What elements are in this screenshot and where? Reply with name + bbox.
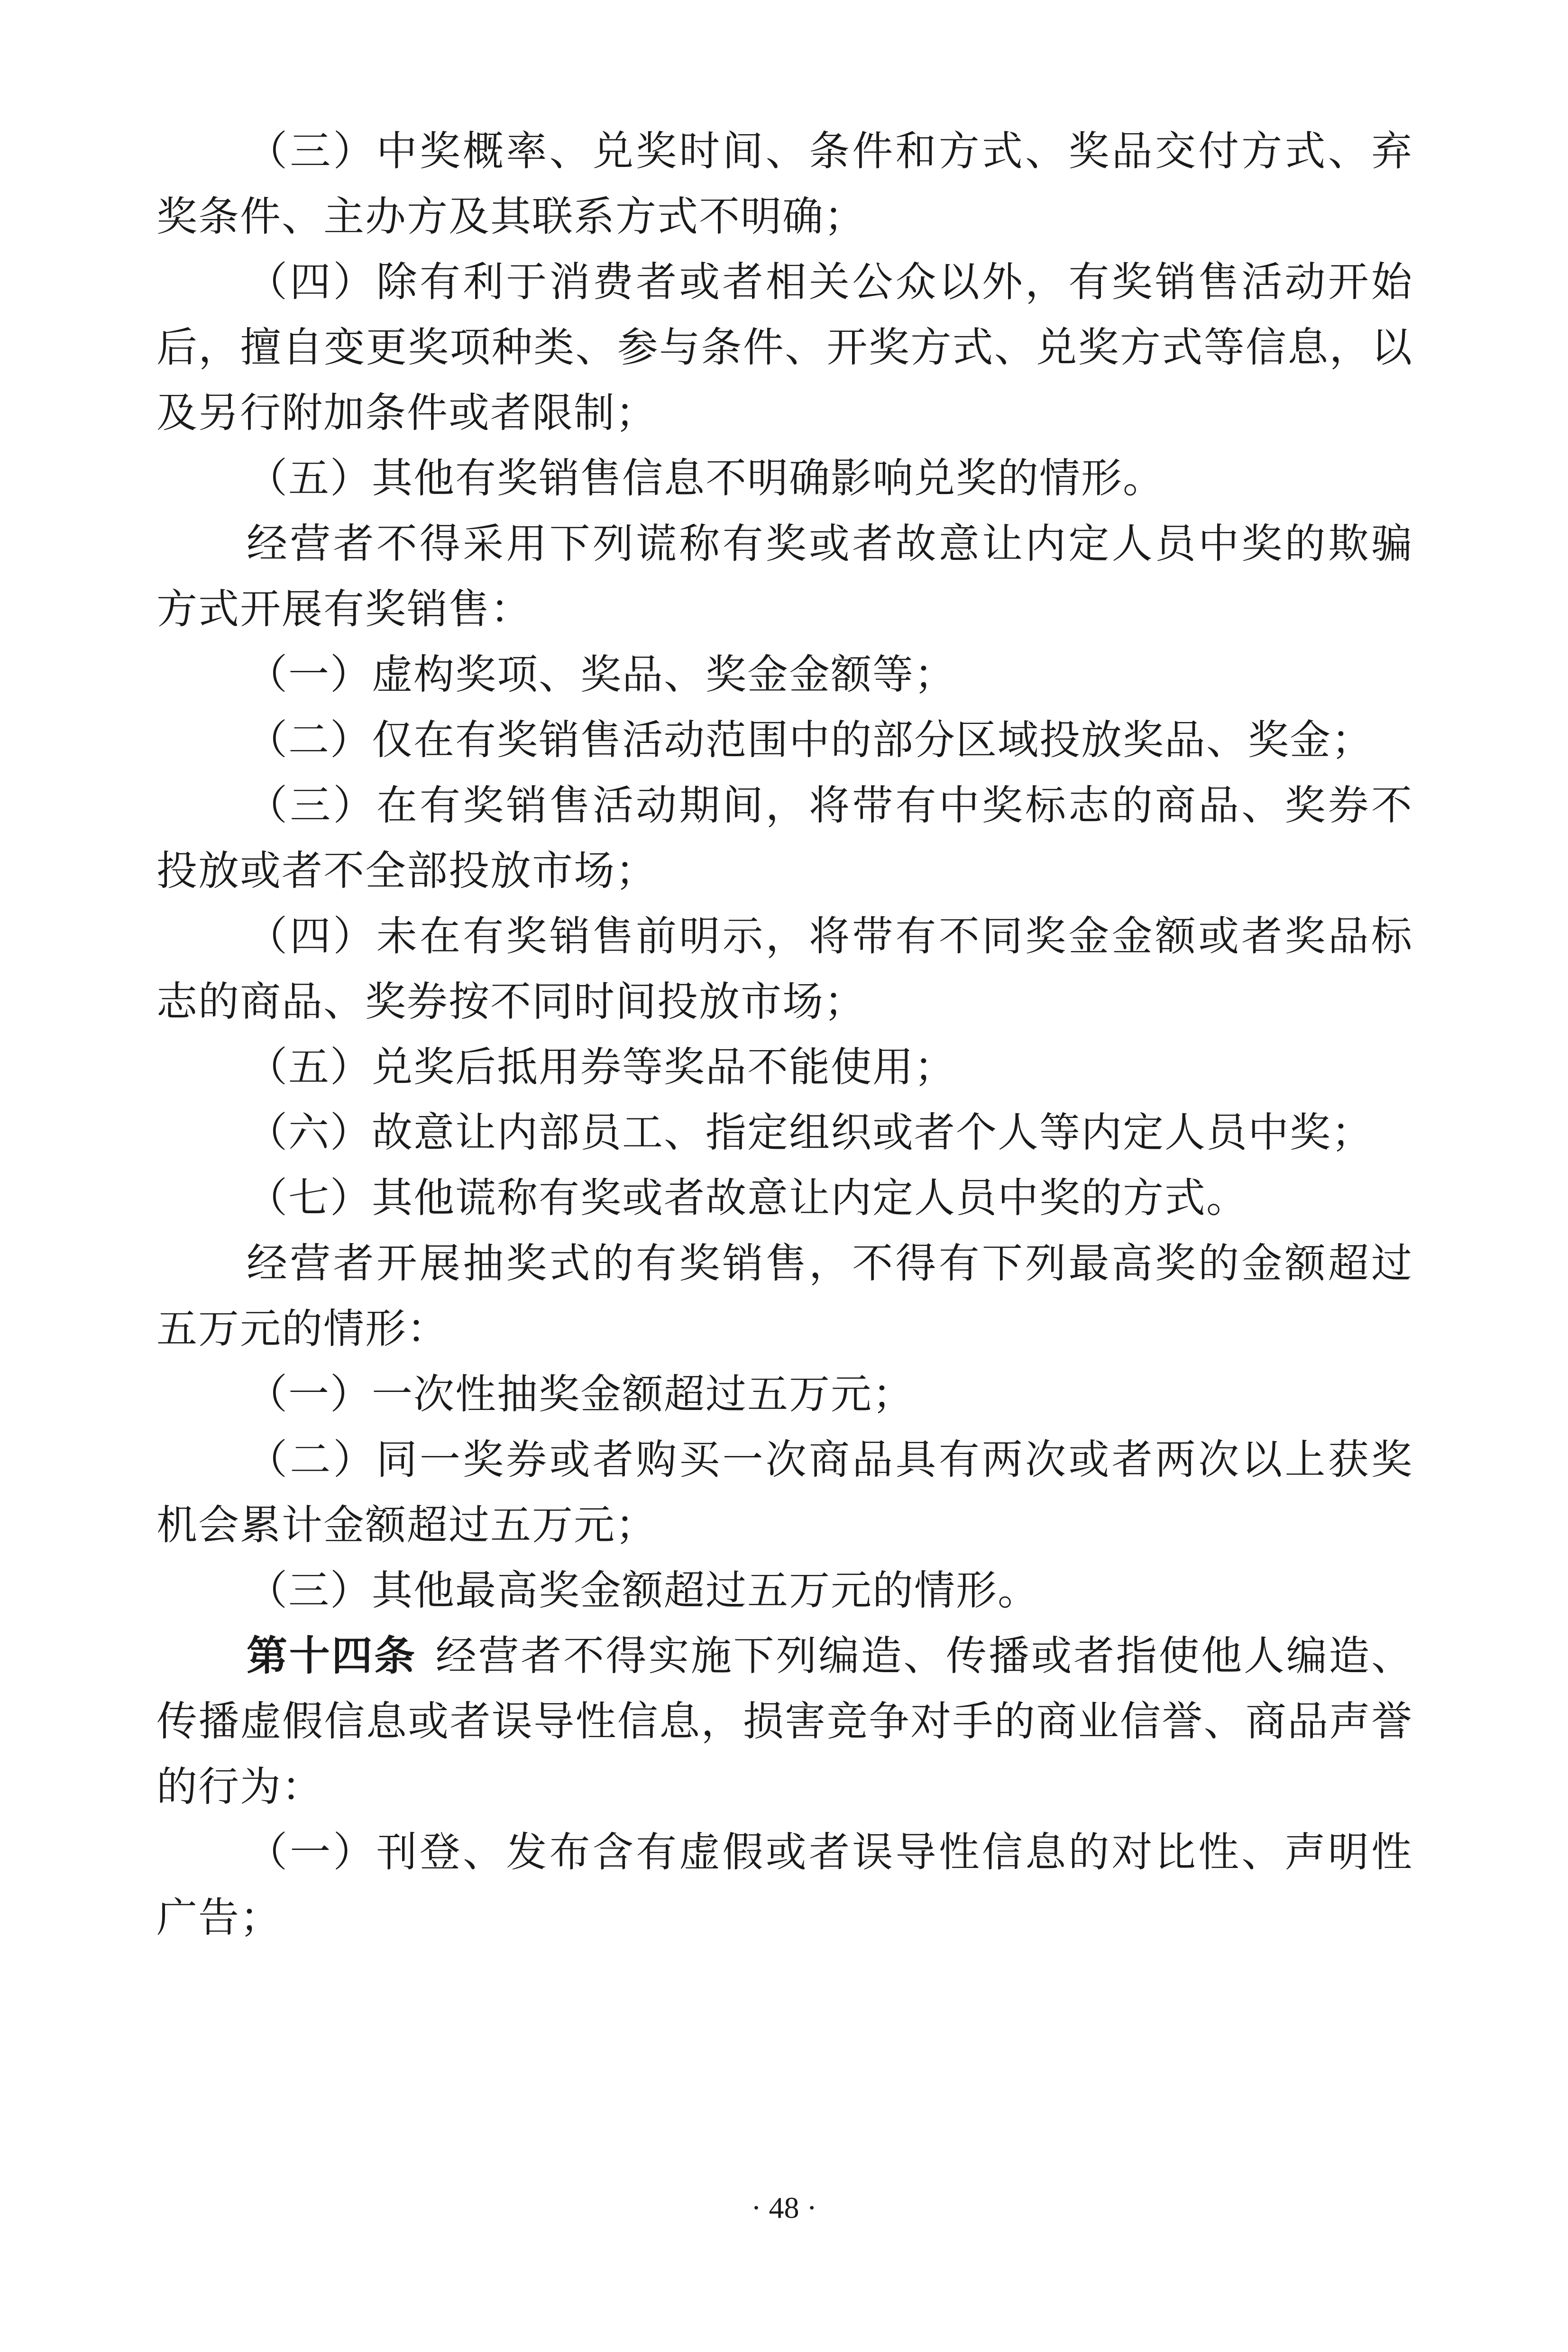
paragraph-9: （五）兑奖后抵用券等奖品不能使用； xyxy=(247,1043,956,1091)
paragraph-2: （四）除有利于消费者或者相关公众以外，有奖销售活动开始后，擅自变更奖项种类、参与条件、开奖方式、兑奖方式等信息，以及另行附加条件或者限制； xyxy=(156,258,1413,437)
article-14-text: 经营者不得实施下列编造、传播或者指使他人编造、传播虚假信息或者误导性信息，损害竞争对手的商业信誉、商品声誉的行为： xyxy=(156,1632,1413,1811)
paragraph-4: 经营者不得采用下列谎称有奖或者故意让内定人员中奖的欺骗方式开展有奖销售： xyxy=(156,520,1413,633)
article-14-paragraph xyxy=(156,1623,1413,1820)
article-14-title: 第十四条 xyxy=(247,1632,417,1680)
paragraph-15: （三）其他最高奖金额超过五万元的情形。 xyxy=(247,1567,1039,1614)
paragraph-10: （六）故意让内部员工、指定组织或者个人等内定人员中奖； xyxy=(247,1109,1373,1156)
paragraph-8: （四）未在有奖销售前明示，将带有不同奖金金额或者奖品标志的商品、奖券按不同时间投放市场； xyxy=(156,913,1413,1025)
paragraph-final: （一）刊登、发布含有虚假或者误导性信息的对比性、声明性广告； xyxy=(156,1829,1413,1941)
paragraph-11: （七）其他谎称有奖或者故意让内定人员中奖的方式。 xyxy=(247,1174,1248,1222)
paragraph-7: （三）在有奖销售活动期间，将带有中奖标志的商品、奖券不投放或者不全部投放市场； xyxy=(156,782,1413,895)
paragraph-12: 经营者开展抽奖式的有奖销售，不得有下列最高奖的金额超过五万元的情形： xyxy=(156,1240,1413,1353)
document-body xyxy=(156,119,1413,1950)
paragraph-6: （二）仅在有奖销售活动范围中的部分区域投放奖品、奖金； xyxy=(247,716,1373,764)
paragraph-3: （五）其他有奖销售信息不明确影响兑奖的情形。 xyxy=(247,455,1165,502)
paragraph-14: （二）同一奖券或者购买一次商品具有两次或者两次以上获奖机会累计金额超过五万元； xyxy=(156,1436,1413,1549)
paragraph-5: （一）虚构奖项、奖品、奖金金额等； xyxy=(247,651,956,698)
paragraph-13: （一）一次性抽奖金额超过五万元； xyxy=(247,1371,914,1418)
page-number: · 48 · xyxy=(751,2191,817,2224)
paragraph-1: （三）中奖概率、兑奖时间、条件和方式、奖品交付方式、弃奖条件、主办方及其联系方式不明确； xyxy=(156,128,1413,240)
